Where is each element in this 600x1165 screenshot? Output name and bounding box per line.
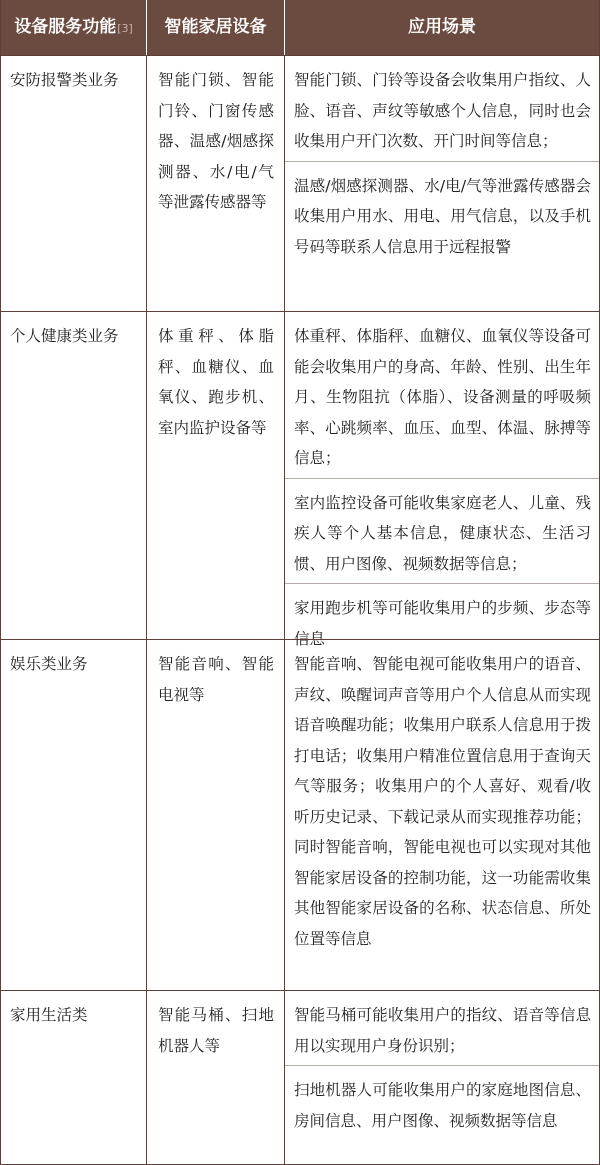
header-devices: 智能家居设备 <box>146 0 284 55</box>
scenario-paragraph: 温感/烟感探测器、水/电/气等泄露传感器会收集用户用水、用电、用气信息，以及手机号码等联系人信息用于远程报警 <box>285 161 599 263</box>
row-scenarios <box>284 991 599 1164</box>
scenario-paragraph: 扫地机器人可能收集用户的家庭地图信息、房间信息、用户图像、视频数据等信息 <box>285 1065 599 1136</box>
row-function: 家用生活类 <box>10 1006 88 1024</box>
table-row <box>1 990 599 1164</box>
row-function: 个人健康类业务 <box>10 327 119 345</box>
row-scenarios <box>284 312 599 648</box>
scenario-paragraph: 智能音响、智能电视可能收集用户的语音、声纹、唤醒词声音等用户个人信息从而实现语音唤醒功能；收集用户联系人信息用于拨打电话；收集用户精准位置信息用于查询天气等服务；收集用户的个人喜好、观看/收听历史记录、下载记录从而实现推荐功能；同时智能音响，智能电视也可以实现对其他智能家居设备的控制功能，这一功能需收集其他智能家居设备的名称、状态信息、所处位置等信息 <box>294 655 591 948</box>
table-row <box>1 311 599 648</box>
row-function: 安防报警类业务 <box>10 71 119 89</box>
row-devices: 体重秤、体脂秤、血糖仪、血氧仪、跑步机、室内监护设备等 <box>146 312 284 639</box>
scenario-paragraph: 智能马桶可能收集用户的指纹、语音等信息用以实现用户身份识别； <box>294 1006 591 1055</box>
row-scenarios <box>284 640 599 990</box>
scenario-paragraph: 体重秤、体脂秤、血糖仪、血氧仪等设备可能会收集用户的身高、年龄、性别、出生年月、生物阻抗（体脂）、设备测量的呼吸频率、心跳频率、血压、血型、体温、脉搏等信息； <box>294 327 591 467</box>
table-row <box>1 55 599 311</box>
row-devices: 智能马桶、扫地机器人等 <box>146 991 284 1164</box>
row-devices: 智能门锁、智能门铃、门窗传感器、温感/烟感探测器、水/电/气等泄露传感器等 <box>146 56 284 311</box>
scenario-paragraph: 家用跑步机等可能收集用户的步频、步态等信息 <box>285 583 599 654</box>
row-function: 娱乐类业务 <box>10 655 88 673</box>
scenario-paragraph: 室内监控设备可能收集家庭老人、儿童、残疾人等个人基本信息，健康状态、生活习惯、用户图像、视频数据等信息； <box>285 478 599 584</box>
header-scenarios: 应用场景 <box>284 0 599 55</box>
header-service-function: 设备服务功能[3] <box>14 17 133 37</box>
row-scenarios <box>284 56 599 311</box>
reference-mark: [3] <box>117 22 133 35</box>
scenario-paragraph: 智能门锁、门铃等设备会收集用户指纹、人脸、语音、声纹等敏感个人信息，同时也会收集用户开门次数、开门时间等信息； <box>294 71 591 150</box>
table-header <box>1 0 599 55</box>
table-row <box>1 639 599 990</box>
row-devices: 智能音响、智能电视等 <box>146 640 284 990</box>
